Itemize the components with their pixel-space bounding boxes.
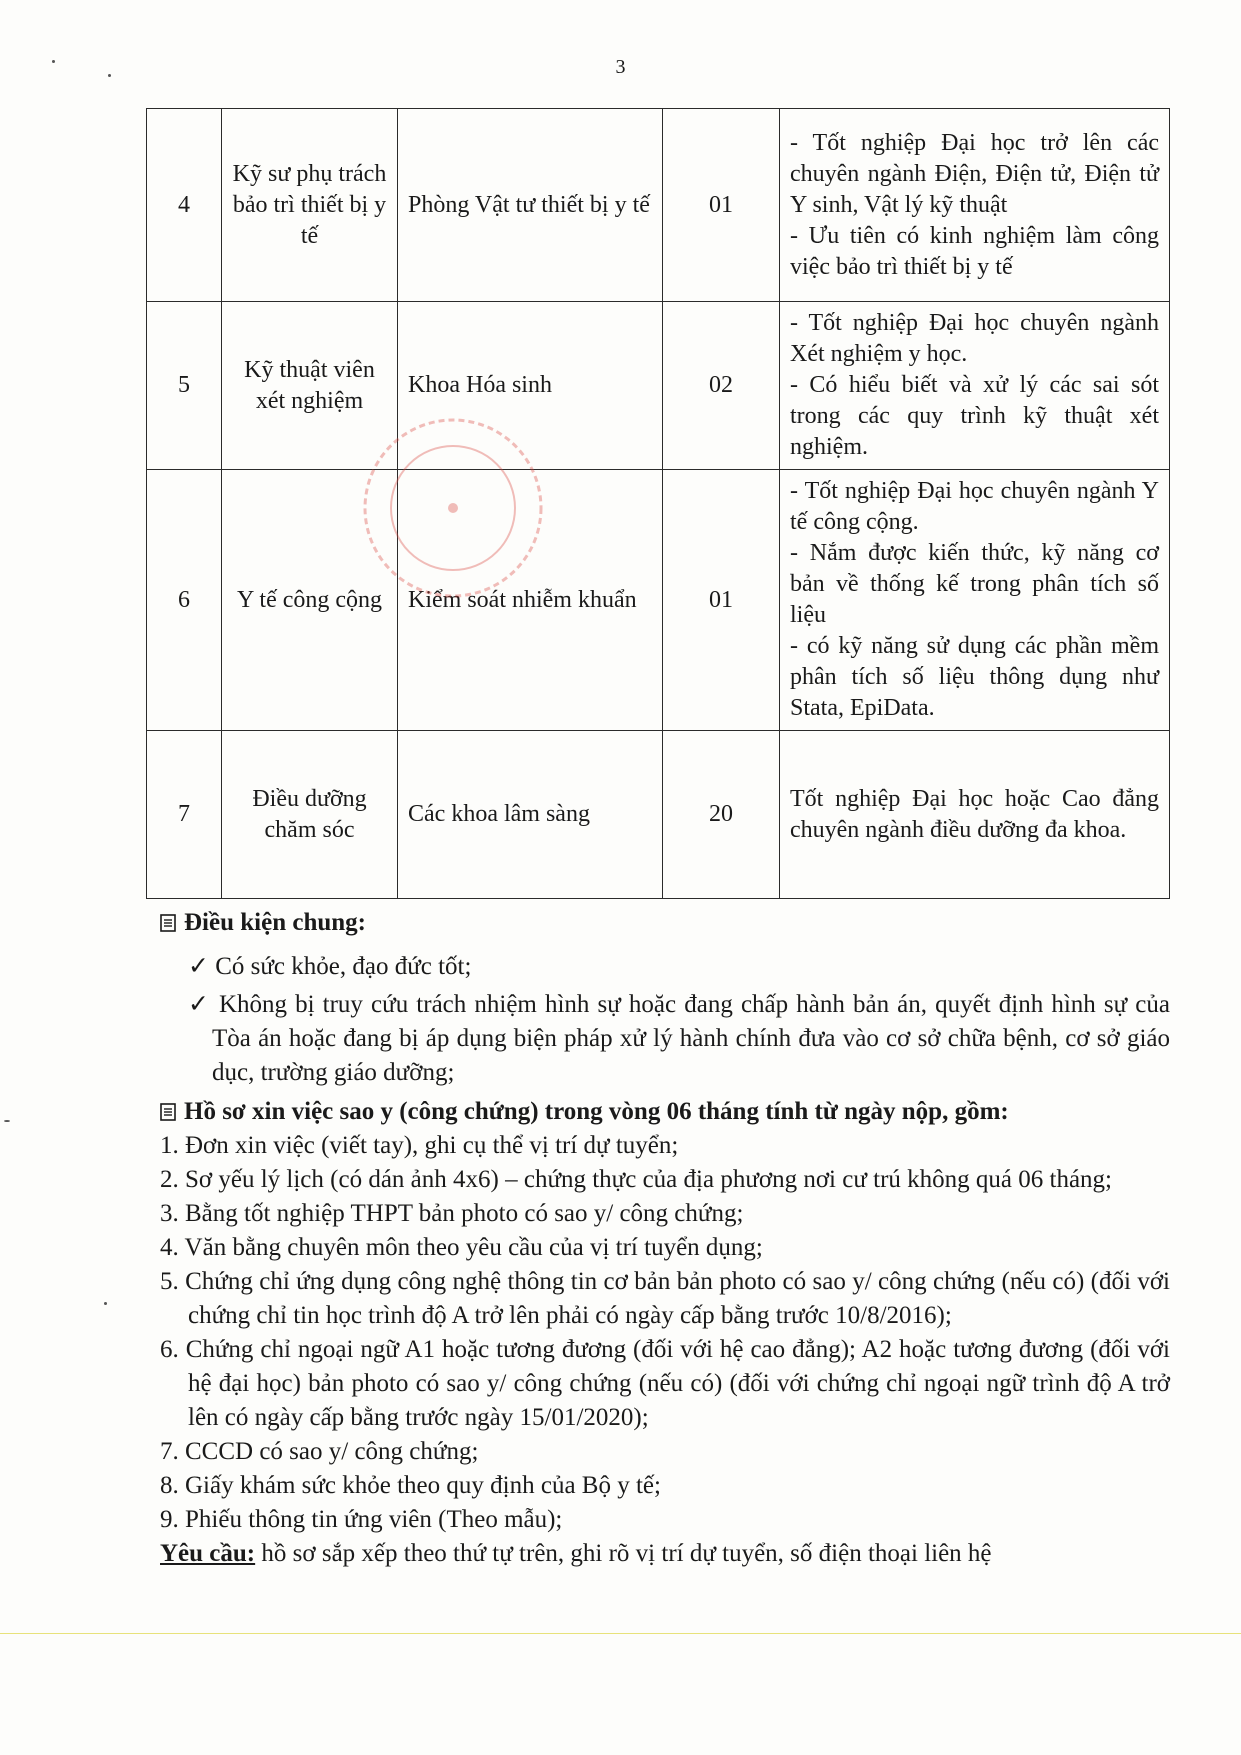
requirements-cell <box>780 470 1170 731</box>
table-row <box>147 109 1170 302</box>
scan-speck <box>108 74 111 77</box>
page-number: 3 <box>615 56 626 78</box>
document-item: 8. Giấy khám sức khỏe theo quy định của Bộ y tế; <box>160 1472 661 1499</box>
department-cell: Phòng Vật tư thiết bị y tế <box>398 109 663 302</box>
position-cell: Kỹ thuật viên xét nghiệm <box>222 302 398 470</box>
document-item: 7. CCCD có sao y/ công chứng; <box>160 1438 479 1465</box>
row-number: 6 <box>147 470 222 731</box>
position-cell: Kỹ sư phụ trách bảo trì thiết bị y tế <box>222 109 398 302</box>
scan-speck <box>4 1120 10 1122</box>
table-row <box>147 470 1170 731</box>
requirement-line: - Có hiểu biết và xử lý các sai sót trong các quy trình kỹ thuật xét nghiệm. <box>790 372 1159 460</box>
document-item: 1. Đơn xin việc (viết tay), ghi cụ thể vị trí dự tuyển; <box>160 1132 679 1159</box>
requirements-cell <box>780 302 1170 470</box>
documents-heading <box>160 1095 1170 1129</box>
checkmark-icon: ✓ <box>188 953 216 980</box>
position-cell: Y tế công cộng <box>222 470 398 731</box>
requirements-cell <box>780 109 1170 302</box>
requirement-line: - Ưu tiên có kinh nghiệm làm công việc bảo trì thiết bị y tế <box>790 222 1159 280</box>
recruitment-table <box>146 108 1170 899</box>
quantity-cell: 01 <box>663 109 780 302</box>
requirement-text: hồ sơ sắp xếp theo thứ tự trên, ghi rõ vị trí dự tuyển, số điện thoại liên hệ <box>255 1540 992 1567</box>
condition-text: Không bị truy cứu trách nhiệm hình sự hoặc đang chấp hành bản án, quyết định hình sự của Tòa án hoặc đang bị áp dụng biện pháp xử lý hành chính đưa vào cơ sở chữa bệnh, cơ sở giáo dục, trường giáo dưỡng; <box>212 991 1170 1086</box>
requirement-line: - Nắm được kiến thức, kỹ năng cơ bản về thống kế trong phân tích số liệu <box>790 540 1159 628</box>
documents-section <box>160 1095 1170 1571</box>
department-cell: Khoa Hóa sinh <box>398 302 663 470</box>
document-icon <box>160 1103 176 1121</box>
quantity-cell: 02 <box>663 302 780 470</box>
checkmark-icon: ✓ <box>188 991 219 1018</box>
condition-text: Có sức khỏe, đạo đức tốt; <box>215 953 472 980</box>
department-cell: Kiểm soát nhiễm khuẩn <box>398 470 663 731</box>
document-item: 3. Bằng tốt nghiệp THPT bản photo có sao y/ công chứng; <box>160 1200 744 1227</box>
general-conditions-heading <box>160 906 1170 940</box>
condition-item <box>184 988 1170 1090</box>
row-number: 7 <box>147 731 222 899</box>
row-number: 5 <box>147 302 222 470</box>
condition-item <box>184 950 1170 984</box>
general-conditions-section <box>160 906 1170 1090</box>
heading-text: Hồ sơ xin việc sao y (công chứng) trong vòng 06 tháng tính từ ngày nộp, gồm: <box>184 1098 1009 1125</box>
document-item: 9. Phiếu thông tin ứng viên (Theo mẫu); <box>160 1506 563 1533</box>
document-item: 5. Chứng chỉ ứng dụng công nghệ thông tin cơ bản bản photo có sao y/ công chứng (nếu có) (đối với chứng chỉ tin học trình độ A trở lên phải có ngày cấp bằng trước 10/8/2016); <box>160 1268 1170 1329</box>
quantity-cell: 20 <box>663 731 780 899</box>
heading-text: Điều kiện chung: <box>184 909 366 936</box>
document-item: 2. Sơ yếu lý lịch (có dán ảnh 4x6) – chứng thực của địa phương nơi cư trú không quá 06 tháng; <box>160 1166 1113 1193</box>
requirements-cell <box>780 731 1170 899</box>
requirement-note <box>160 1537 1170 1571</box>
requirement-line: Tốt nghiệp Đại học hoặc Cao đẳng chuyên ngành điều dưỡng đa khoa. <box>790 785 1159 843</box>
requirement-line: - Tốt nghiệp Đại học trở lên các chuyên ngành Điện, Điện tử, Điện tử Y sinh, Vật lý kỹ thuật <box>790 129 1159 218</box>
scan-speck <box>104 1302 107 1305</box>
requirement-line: - Tốt nghiệp Đại học chuyên ngành Y tế công cộng. <box>790 478 1159 535</box>
department-cell: Các khoa lâm sàng <box>398 731 663 899</box>
requirement-label: Yêu cầu: <box>160 1540 256 1567</box>
table-row <box>147 302 1170 470</box>
document-item: 4. Văn bằng chuyên môn theo yêu cầu của vị trí tuyển dụng; <box>160 1234 763 1261</box>
quantity-cell: 01 <box>663 470 780 731</box>
position-cell: Điều dưỡng chăm sóc <box>222 731 398 899</box>
row-number: 4 <box>147 109 222 302</box>
table-row <box>147 731 1170 899</box>
scan-speck <box>52 60 55 63</box>
document-item: 6. Chứng chỉ ngoại ngữ A1 hoặc tương đương (đối với hệ cao đẳng); A2 hoặc tương đương (đối với hệ đại học) bản photo có sao y/ công chứng (nếu có) (đối với chứng chỉ ngoại ngữ trình độ A trở lên có ngày cấp bằng trước ngày 15/01/2020); <box>160 1336 1170 1431</box>
requirement-line: - có kỹ năng sử dụng các phần mềm phân tích số liệu thông dụng như Stata, EpiData. <box>790 633 1159 721</box>
requirement-line: - Tốt nghiệp Đại học chuyên ngành Xét nghiệm y học. <box>790 310 1159 367</box>
highlight-rule <box>0 1633 1241 1634</box>
document-icon <box>160 914 176 932</box>
